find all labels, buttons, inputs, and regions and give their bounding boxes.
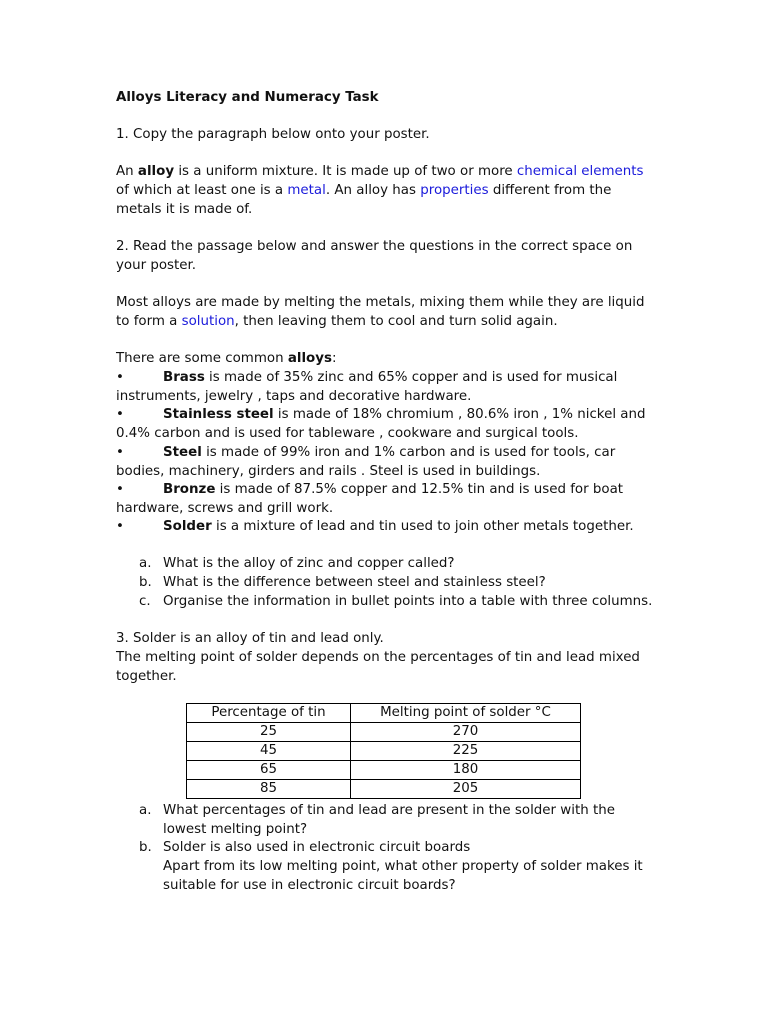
page-title: Alloys Literacy and Numeracy Task xyxy=(116,90,379,105)
alloy-term: alloy xyxy=(137,164,175,179)
alloy-description: is a mixture of lead and tin used to join other metals together. xyxy=(211,519,634,534)
q2-instruction: 2. Read the passage below and answer the questions in the correct space on your poster. xyxy=(116,239,633,273)
text-run: of which at least one is a xyxy=(116,183,288,198)
question-followup-text: Apart from its low melting point, what other property of solder makes it suitable for use in electronic circuit boards? xyxy=(163,859,643,893)
text-run: different from the metals it is made of. xyxy=(116,183,612,217)
bullet-item-brass xyxy=(116,368,656,406)
question-text: What is the alloy of zinc and copper called? xyxy=(163,556,455,571)
question-2c xyxy=(139,592,659,611)
text-run: An xyxy=(116,164,138,179)
alloy-making-paragraph xyxy=(116,293,656,331)
alloy-name: Brass xyxy=(163,370,205,385)
question-3b xyxy=(139,838,659,895)
alloy-description: is made of 87.5% copper and 12.5% tin and is used for boat hardware, screws and grill work. xyxy=(116,482,624,516)
text-run: is a uniform mixture. It is made up of two or more xyxy=(174,164,517,179)
question-text: What is the difference between steel and stainless steel? xyxy=(163,575,546,590)
link-metal[interactable]: metal xyxy=(287,183,326,198)
bullet-icon: • xyxy=(116,519,124,534)
link-chemical-elements[interactable]: chemical elements xyxy=(516,164,644,179)
bullet-icon: • xyxy=(116,482,124,497)
text-run: There are some common xyxy=(116,351,288,366)
table-row xyxy=(187,742,581,761)
table-row xyxy=(187,723,581,742)
question-text: Organise the information in bullet points into a table with three columns. xyxy=(163,594,653,609)
link-solution[interactable]: solution xyxy=(181,314,235,329)
table-cell: 205 xyxy=(351,780,581,799)
table-header-cell: Melting point of solder °C xyxy=(351,704,581,723)
table-cell: 180 xyxy=(351,761,581,780)
link-properties[interactable]: properties xyxy=(420,183,489,198)
question-2b xyxy=(139,573,659,592)
bullet-item-solder xyxy=(116,517,656,536)
bullet-item-bronze xyxy=(116,480,656,518)
text-run: . An alloy has xyxy=(325,183,421,198)
question-3a xyxy=(139,801,659,839)
bullet-item-steel xyxy=(116,443,656,481)
common-alloys-heading xyxy=(116,349,656,368)
bullet-icon: • xyxy=(116,445,124,460)
question-letter: c. xyxy=(139,594,151,609)
solder-melting-point-table xyxy=(186,703,581,799)
table-cell: 225 xyxy=(351,742,581,761)
table-cell: 45 xyxy=(187,742,351,761)
alloy-name: Steel xyxy=(163,445,202,460)
alloys-term: alloys xyxy=(287,351,332,366)
table-cell: 270 xyxy=(351,723,581,742)
text-run: : xyxy=(331,351,337,366)
bullet-item-stainless-steel xyxy=(116,405,656,443)
bullet-icon: • xyxy=(116,370,124,385)
table-row xyxy=(187,761,581,780)
q1-instruction: 1. Copy the paragraph below onto your poster. xyxy=(116,127,430,142)
alloy-name: Bronze xyxy=(163,482,216,497)
text-run: Most alloys are made by melting the metals, mixing them while they are liquid to form a xyxy=(116,295,645,329)
table-header-row xyxy=(187,704,581,723)
table-cell: 25 xyxy=(187,723,351,742)
alloy-description: is made of 99% iron and 1% carbon and is used for tools, car bodies, machinery, girders and rails . Steel is used in buildings. xyxy=(116,445,616,479)
q3-melting-point-text: The melting point of solder depends on the percentages of tin and lead mixed together. xyxy=(116,650,640,684)
question-letter: a. xyxy=(139,556,152,571)
q3-intro: 3. Solder is an alloy of tin and lead only. xyxy=(116,631,384,646)
table-cell: 65 xyxy=(187,761,351,780)
alloy-name: Solder xyxy=(163,519,212,534)
question-letter: b. xyxy=(139,840,152,855)
question-letter: a. xyxy=(139,803,152,818)
table-header-cell: Percentage of tin xyxy=(187,704,351,723)
table-cell: 85 xyxy=(187,780,351,799)
alloy-definition-paragraph xyxy=(116,162,656,219)
alloy-description: is made of 18% chromium , 80.6% iron , 1% nickel and 0.4% carbon and is used for tableware , cookware and surgical tools. xyxy=(116,407,646,441)
question-text: Solder is also used in electronic circuit boards xyxy=(163,840,471,855)
question-2a xyxy=(139,554,659,573)
bullet-icon: • xyxy=(116,407,124,422)
text-run: , then leaving them to cool and turn solid again. xyxy=(234,314,558,329)
question-letter: b. xyxy=(139,575,152,590)
alloy-name: Stainless steel xyxy=(163,407,274,422)
question-text: What percentages of tin and lead are present in the solder with the lowest melting point? xyxy=(163,803,615,837)
alloy-description: is made of 35% zinc and 65% copper and is used for musical instruments, jewelry , taps and decorative hardware. xyxy=(116,370,618,404)
table-row xyxy=(187,780,581,799)
